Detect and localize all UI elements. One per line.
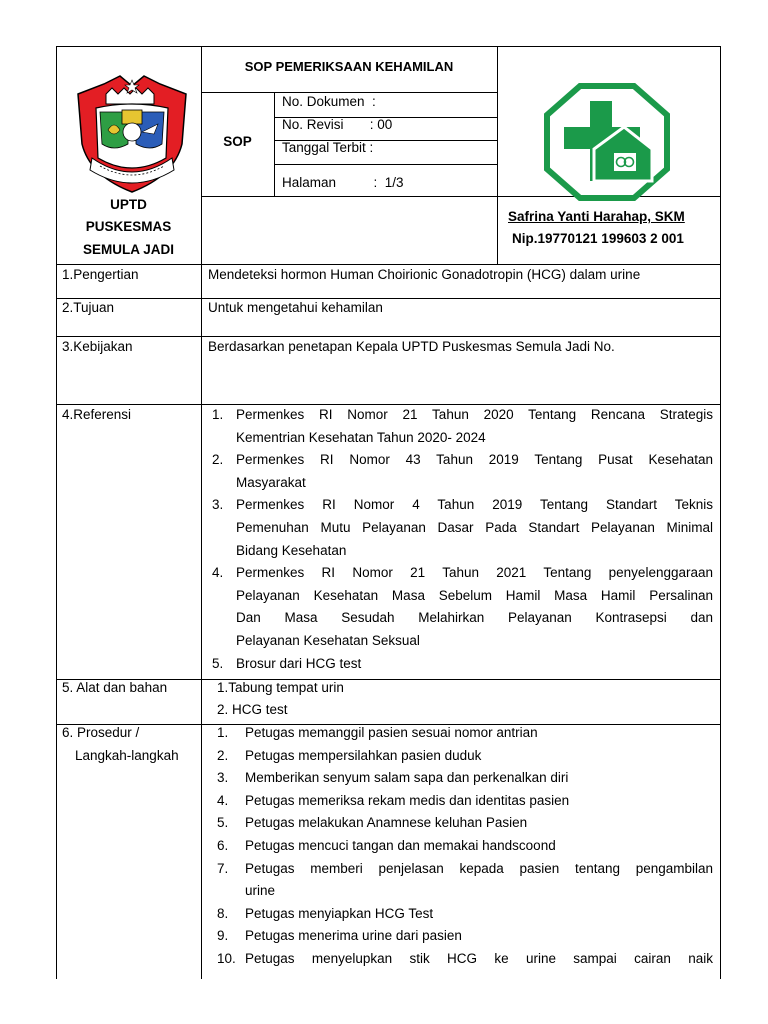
list-item: [217, 835, 713, 858]
list-item-line: Masyarakat: [236, 474, 306, 490]
prosedur-label-line2: Langkah-langkah: [75, 748, 179, 763]
list-item-line: Permenkes RI Nomor 4 Tahun 2019 Tentang Standart Teknis: [236, 497, 713, 513]
signer-nip: Nip.19770121 199603 2 001: [512, 231, 684, 246]
list-item: [212, 449, 713, 494]
referensi-label: 4.Referensi: [62, 407, 132, 422]
list-item-line: Petugas memeriksa rekam medis dan identitas pasien: [245, 792, 570, 808]
list-item: [217, 925, 713, 948]
list-item-line: Petugas melakukan Anamnese keluhan Pasien: [245, 815, 528, 831]
document-title: SOP PEMERIKSAAN KEHAMILAN: [244, 59, 454, 74]
list-item-number: 1.: [212, 407, 224, 422]
list-item-line: Permenkes RI Nomor 21 Tahun 2020 Tentang Rencana Strategis: [236, 407, 713, 422]
list-item-line: Kementrian Kesehatan Tahun 2020- 2024: [236, 429, 486, 445]
kebijakan-label: 3.Kebijakan: [62, 339, 133, 354]
list-item-line: Petugas menerima urine dari pasien: [245, 928, 462, 944]
prosedur-label-line1: 6. Prosedur /: [62, 725, 140, 740]
pengertian-text: Mendeteksi hormon Human Choirionic Gonadotropin (HCG) dalam urine: [208, 267, 641, 282]
tujuan-label: 2.Tujuan: [62, 300, 115, 315]
list-item-number: 2.: [212, 452, 224, 468]
list-item-number: 6.: [217, 837, 229, 853]
alat-item: 1.Tabung tempat urin: [217, 680, 344, 695]
list-item: [217, 745, 713, 768]
list-item-line: Petugas memberi penjelasan kepada pasien tentang pengambilan: [245, 860, 713, 876]
list-item: [212, 562, 713, 652]
no-dokumen-field: No. Dokumen :: [282, 94, 376, 109]
pengertian-label: 1.Pengertian: [62, 267, 139, 282]
list-item: [212, 404, 713, 449]
halaman-field: Halaman : 1/3: [282, 175, 404, 190]
list-item-line: Petugas mempersilahkan pasien duduk: [245, 747, 482, 763]
list-item-line: Permenkes RI Nomor 21 Tahun 2021 Tentang penyelenggaraan: [236, 565, 713, 581]
list-item-line: Permenkes RI Nomor 43 Tahun 2019 Tentang Pusat Kesehatan: [236, 452, 713, 468]
list-item: [217, 948, 713, 971]
list-item-line: Pelayanan Kesehatan Seksual: [236, 632, 420, 648]
list-item-line: Memberikan senyum salam sapa dan perkenalkan diri: [245, 770, 569, 786]
list-item-line: Pemenuhan Mutu Pelayanan Dasar Pada Standart Pelayanan Minimal: [236, 519, 713, 535]
list-item-line: urine: [245, 883, 276, 899]
sop-label: SOP: [223, 134, 252, 149]
list-item: [212, 494, 713, 562]
puskesmas-logo-icon: [544, 83, 670, 201]
prosedur-list: [217, 722, 713, 971]
list-item-number: 1.: [217, 725, 229, 740]
list-item-line: Petugas menyiapkan HCG Test: [245, 905, 434, 921]
signer-name: Safrina Yanti Harahap, SKM: [508, 209, 685, 224]
org-name-line1: UPTD: [110, 197, 147, 212]
list-item-number: 7.: [217, 860, 229, 876]
list-item: [217, 722, 713, 745]
list-item-number: 4.: [212, 565, 224, 581]
list-item: [217, 812, 713, 835]
list-item: [217, 858, 713, 903]
list-item-line: Pelayanan Kesehatan Masa Sebelum Hamil Masa Hamil Persalinan: [236, 587, 713, 603]
kebijakan-text: Berdasarkan penetapan Kepala UPTD Puskesmas Semula Jadi No.: [208, 339, 615, 354]
list-item-number: 4.: [217, 792, 229, 808]
list-item-line: Bidang Kesehatan: [236, 542, 347, 558]
list-item-number: 5.: [212, 655, 224, 671]
list-item-line: Brosur dari HCG test: [236, 655, 362, 671]
list-item: [217, 767, 713, 790]
list-item: [212, 653, 713, 676]
list-item-number: 8.: [217, 905, 229, 921]
alat-label: 5. Alat dan bahan: [62, 680, 168, 695]
tanggal-terbit-field: Tanggal Terbit :: [282, 140, 374, 155]
list-item-line: Petugas memanggil pasien sesuai nomor antrian: [245, 725, 538, 740]
list-item-number: 5.: [217, 815, 229, 831]
regional-crest-icon: [70, 74, 194, 196]
list-item-number: 3.: [212, 497, 224, 513]
no-revisi-field: No. Revisi : 00: [282, 117, 393, 132]
alat-item: 2. HCG test: [217, 702, 288, 717]
list-item-number: 3.: [217, 770, 229, 786]
list-item-number: 9.: [217, 928, 229, 944]
list-item-line: Dan Masa Sesudah Melahirkan Pelayanan Kontrasepsi dan: [236, 610, 713, 626]
list-item: [217, 903, 713, 926]
list-item-line: Petugas menyelupkan stik HCG ke urine sampai cairan naik: [245, 950, 713, 966]
referensi-list: [212, 404, 713, 675]
list-item: [217, 790, 713, 813]
list-item-line: Petugas mencuci tangan dan memakai handscoond: [245, 837, 556, 853]
list-item-number: 10.: [217, 950, 236, 966]
org-name-line2: PUSKESMAS: [85, 219, 172, 234]
org-name-line3: SEMULA JADI: [82, 242, 174, 257]
tujuan-text: Untuk mengetahui kehamilan: [208, 300, 383, 315]
list-item-number: 2.: [217, 747, 229, 763]
